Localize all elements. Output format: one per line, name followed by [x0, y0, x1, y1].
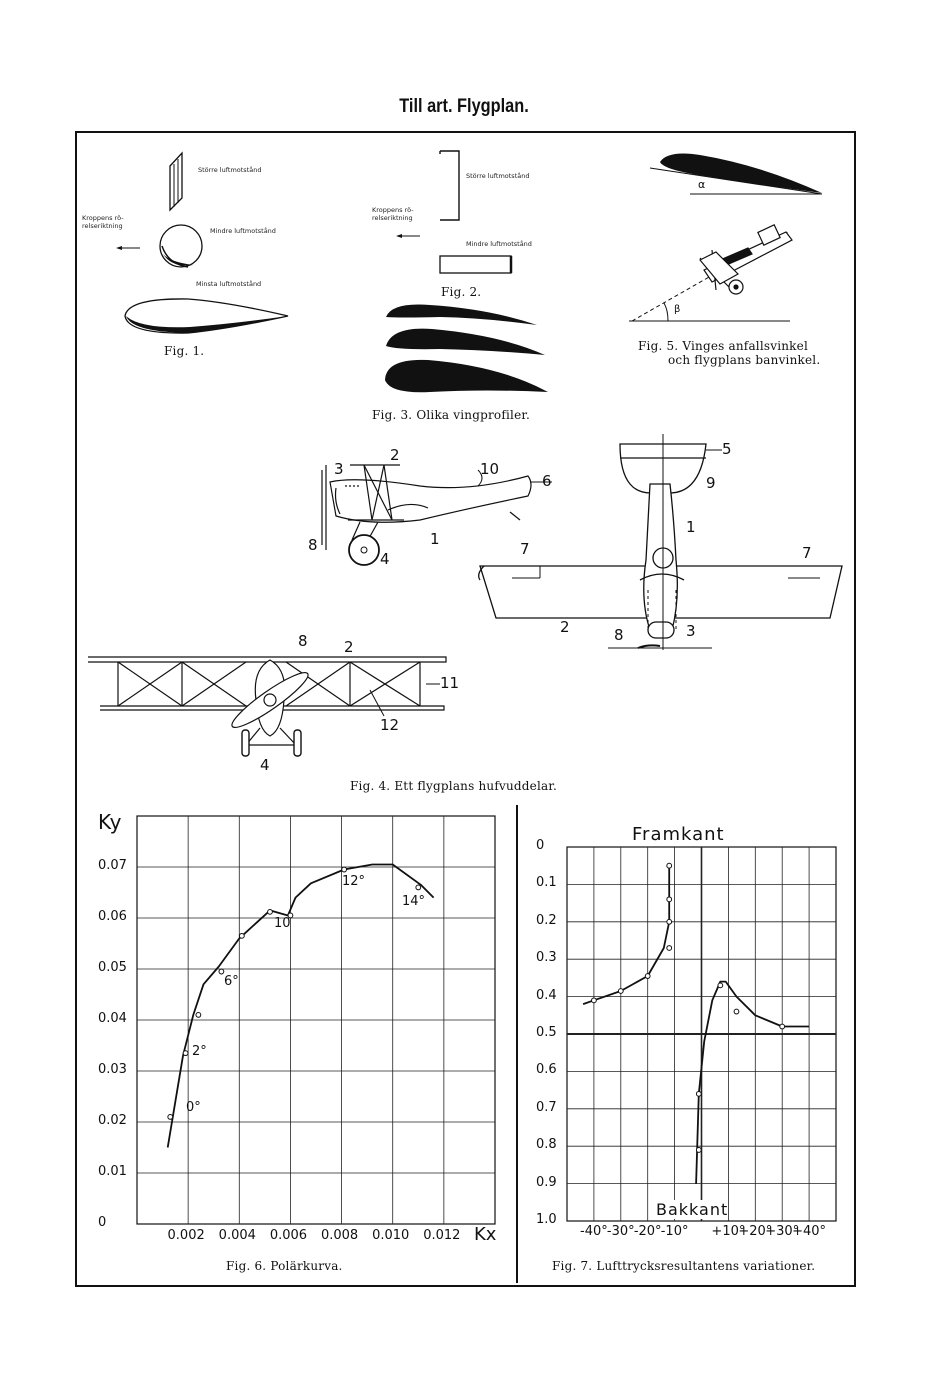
fig6-ytick-label: 0.05 — [98, 960, 127, 975]
fig7-data-point — [734, 1009, 739, 1014]
fig7-xtick-label: +30° — [765, 1224, 800, 1239]
fig5-alpha: α — [698, 178, 706, 191]
fig6-anno-0: 0° — [186, 1100, 201, 1115]
fig7-xtick-label: -40° — [580, 1224, 608, 1239]
fig7-ytick-label: 0.6 — [536, 1062, 557, 1078]
fig6-ytick-label: 0.01 — [98, 1164, 127, 1179]
fig7-xtick-label: +10° — [711, 1224, 746, 1239]
fig4-top-label-3: 3 — [686, 622, 696, 640]
fig1-label-motion: Kroppens rö-relseriktning — [82, 214, 124, 230]
fig7-ytick-label: 0.5 — [536, 1025, 557, 1040]
fig6-anno-10: 10 — [274, 916, 291, 931]
fig7-series-line-1 — [583, 866, 669, 1004]
fig7-data-point — [645, 974, 650, 979]
page-title: Till art. Flygplan. — [399, 96, 529, 117]
fig7-data-point — [696, 1091, 701, 1096]
fig4-front-label-11: 11 — [440, 674, 460, 692]
fig6-xtick-label: 0.010 — [372, 1228, 410, 1243]
fig2-caption: Fig. 2. — [441, 285, 482, 299]
fig2-label-smaller: Mindre luftmotstånd — [466, 240, 532, 248]
fig4-top-label-9: 9 — [706, 474, 716, 492]
fig5-beta: β — [674, 304, 681, 315]
fig7-data-point — [592, 998, 597, 1003]
fig6-anno-12: 12° — [342, 874, 366, 889]
fig7-ytick-label: 0.7 — [536, 1099, 557, 1115]
fig7-ytick-label: 0.3 — [536, 950, 557, 966]
fig2-label-motion: Kroppens rö-relseriktning — [372, 206, 414, 222]
fig4-side-label-2: 2 — [390, 446, 400, 464]
fig7-xtick-label: +20° — [738, 1224, 773, 1239]
fig7-data-point — [696, 1148, 701, 1153]
fig7-label-bottom: Bakkant — [656, 1200, 729, 1219]
fig1-label-smaller: Mindre luftmotstånd — [210, 227, 276, 235]
fig4-front-label-12: 12 — [380, 716, 400, 734]
fig6-ytick-label: 0.04 — [98, 1011, 127, 1026]
fig6-ytick-label: 0.03 — [98, 1062, 127, 1077]
fig7-xtick-label: +40° — [792, 1224, 827, 1239]
fig4-side-label-4: 4 — [380, 550, 390, 568]
fig4-top-label-1: 1 — [686, 518, 696, 536]
fig3-caption: Fig. 3. Olika vingprofiler. — [372, 408, 531, 422]
fig6-ytick-label: 0.02 — [98, 1113, 127, 1128]
fig7-data-point — [718, 983, 723, 988]
fig7-series-line-2 — [696, 982, 809, 1184]
fig7-ytick-label: 0.1 — [536, 875, 557, 891]
fig7-data-point — [667, 863, 672, 868]
fig4-top-label-7-right: 7 — [802, 544, 812, 562]
fig4-side-label-1: 1 — [430, 530, 440, 548]
fig7-data-point — [618, 989, 623, 994]
fig5-caption-line1: Fig. 5. Vinges anfallsvinkel — [638, 339, 808, 353]
fig7-xtick-label: -20° — [633, 1224, 662, 1239]
fig4-side-label-10: 10 — [480, 460, 500, 478]
fig7-ytick-label: 0.9 — [536, 1174, 557, 1190]
fig4-front-label-8: 8 — [298, 632, 308, 650]
fig7-caption: Fig. 7. Lufttrycksresultantens variationer. — [552, 1259, 816, 1273]
fig7-ytick-label: 0.8 — [536, 1137, 557, 1153]
fig7-label-top: Framkant — [632, 824, 725, 845]
fig5-caption-line2: och flygplans banvinkel. — [668, 353, 821, 367]
fig4-caption: Fig. 4. Ett flygplans hufvuddelar. — [350, 779, 557, 793]
fig7-ytick-label: 0.2 — [536, 912, 557, 928]
fig6-anno-14: 14° — [402, 894, 426, 909]
fig6-xtick-label: 0.002 — [167, 1228, 205, 1243]
fig1-caption: Fig. 1. — [164, 344, 205, 358]
fig6-xtick-label: 0.012 — [423, 1228, 461, 1243]
fig6-anno-6: 6° — [224, 974, 239, 989]
fig4-front-label-4: 4 — [260, 756, 270, 774]
fig6-ylabel: Ky — [98, 810, 122, 834]
fig7-ytick-label: 0 — [536, 838, 545, 853]
fig6-xlabel: Kx — [474, 1224, 497, 1245]
fig4-top-label-7-left: 7 — [520, 540, 530, 558]
fig6-caption: Fig. 6. Polärkurva. — [226, 1259, 343, 1273]
fig7-xtick-label: -30° — [606, 1224, 635, 1239]
fig4-side-label-3: 3 — [334, 460, 344, 478]
fig7-data-point — [667, 919, 672, 924]
fig7-data-point — [667, 897, 672, 902]
fig6-xtick-label: 0.008 — [320, 1228, 359, 1243]
fig6-anno-2: 2° — [192, 1044, 207, 1059]
fig4-top-label-5: 5 — [722, 440, 732, 458]
fig6-xtick-label: 0.006 — [269, 1228, 308, 1243]
fig7-ytick-label: 1.0 — [536, 1212, 557, 1227]
fig2-label-larger: Större luftmotstånd — [466, 172, 530, 180]
fig4-top-label-2: 2 — [560, 618, 570, 636]
fig7-xtick-label: -10° — [660, 1224, 689, 1239]
fig4-top-label-8: 8 — [614, 626, 624, 644]
fig4-front-label-2: 2 — [344, 638, 354, 656]
fig6-ytick-label: 0 — [98, 1215, 107, 1230]
fig1-label-smallest: Minsta luftmotstånd — [196, 280, 262, 288]
fig6-ytick-label: 0.07 — [98, 858, 127, 873]
fig7-data-point — [780, 1024, 785, 1029]
fig6-xtick-label: 0.004 — [218, 1228, 256, 1243]
fig4-side-label-8: 8 — [308, 536, 318, 554]
fig7-data-point — [667, 946, 672, 951]
fig4-side-label-6: 6 — [542, 472, 552, 490]
fig6-ytick-label: 0.06 — [98, 909, 127, 924]
fig1-label-larger: Större luftmotstånd — [198, 166, 262, 174]
fig7-ytick-label: 0.4 — [536, 987, 557, 1003]
